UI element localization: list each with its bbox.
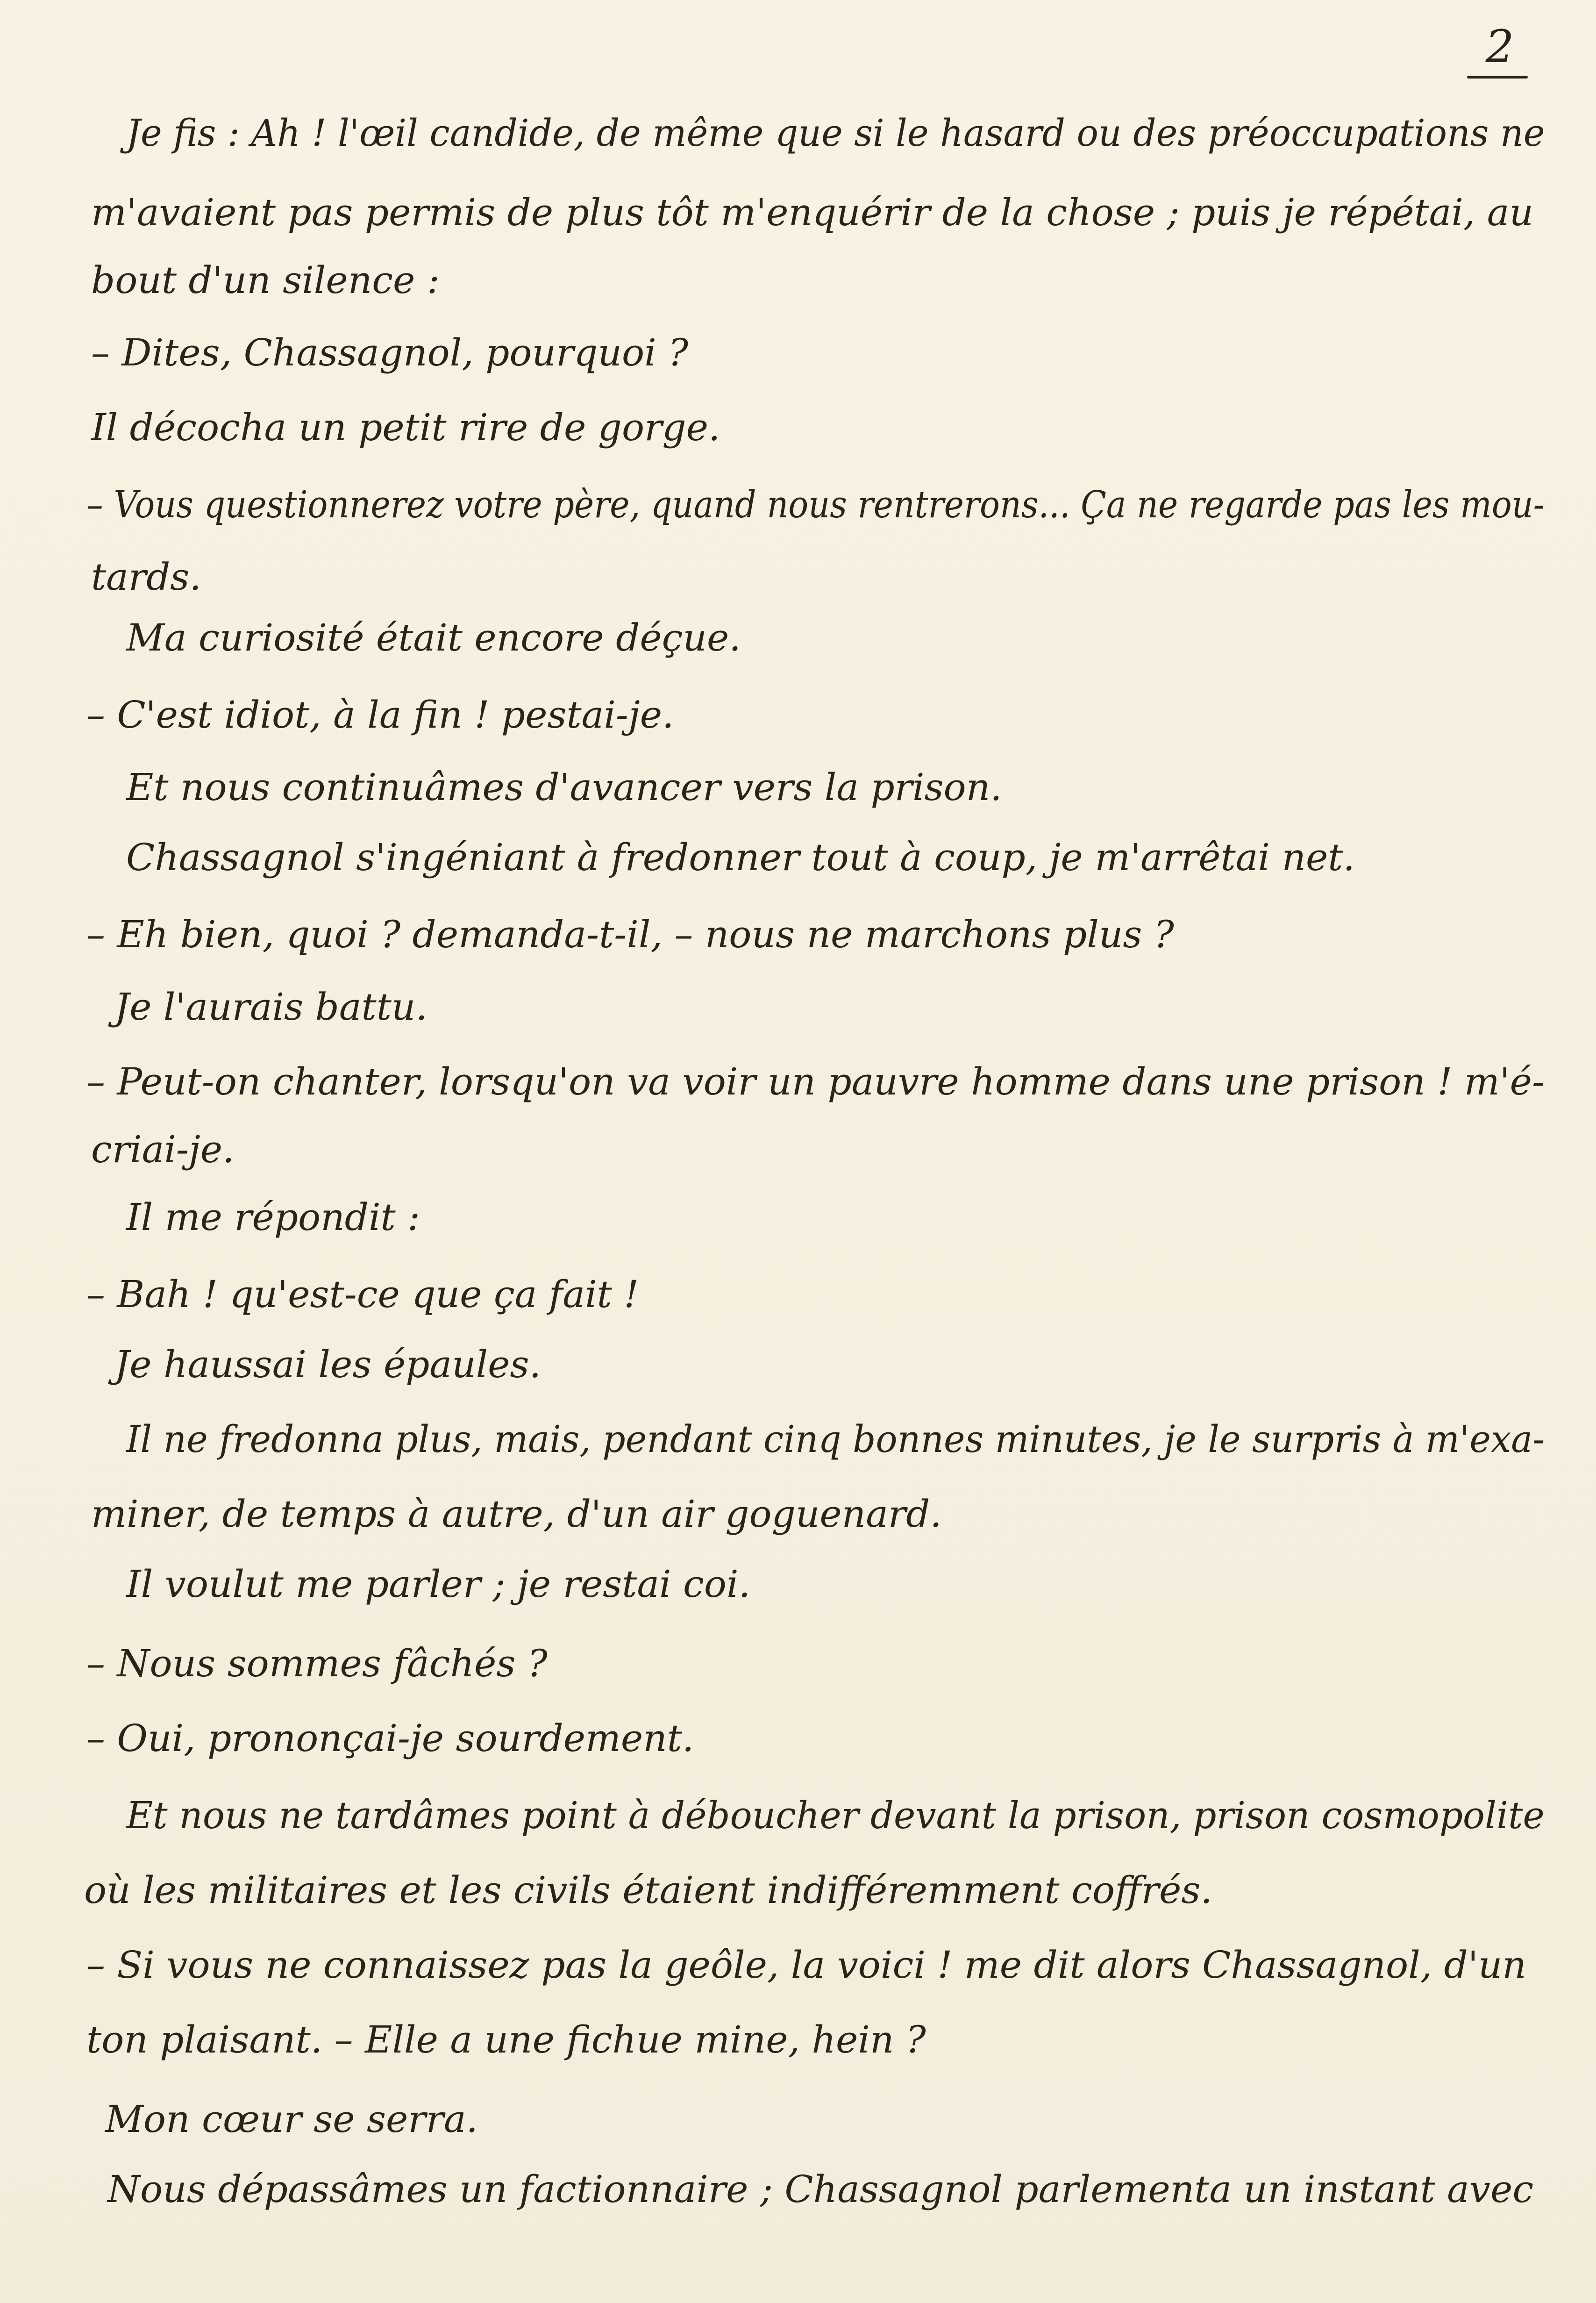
text-line: où les militaires et les civils étaient indifféremment coffrés.	[84, 1868, 1212, 1912]
text-line: m'avaient pas permis de plus tôt m'enquérir de la chose ; puis je répétai, au	[91, 191, 1533, 234]
text-line: – Eh bien, quoi ? demanda-t-il, – nous ne marchons plus ?	[86, 913, 1174, 956]
text-line: – Vous questionnerez votre père, quand nous rentrerons... Ça ne regarde pas les mou-	[86, 483, 1545, 526]
text-line: Je l'aurais battu.	[114, 985, 428, 1029]
text-line: bout d'un silence :	[91, 258, 440, 302]
text-line: Nous dépassâmes un factionnaire ; Chassagnol parlementa un instant avec	[107, 2167, 1534, 2211]
text-line: Il voulut me parler ; je restai coi.	[126, 1562, 751, 1606]
text-line: Il décocha un petit rire de gorge.	[91, 406, 720, 449]
page-number-underline	[1467, 76, 1528, 79]
text-line: Chassagnol s'ingéniant à fredonner tout à coup, je m'arrêtai net.	[126, 836, 1355, 879]
text-line: miner, de temps à autre, d'un air goguenard.	[91, 1492, 942, 1536]
text-line: – Bah ! qu'est-ce que ça fait !	[86, 1273, 639, 1316]
text-line: Ma curiosité était encore déçue.	[126, 616, 741, 659]
text-line: – Dites, Chassagnol, pourquoi ?	[91, 331, 689, 374]
page-number: 2	[1485, 21, 1514, 73]
text-line: Je haussai les épaules.	[114, 1343, 542, 1386]
text-line: Il ne fredonna plus, mais, pendant cinq bonnes minutes, je le surpris à m'exa-	[126, 1417, 1545, 1461]
text-line: – Si vous ne connaissez pas la geôle, la voici ! me dit alors Chassagnol, d'un	[86, 1943, 1526, 1987]
text-line: Et nous continuâmes d'avancer vers la prison.	[126, 765, 1002, 809]
text-line: – Nous sommes fâchés ?	[86, 1642, 548, 1685]
text-line: – Oui, prononçai-je sourdement.	[86, 1717, 694, 1760]
text-line: – Peut-on chanter, lorsqu'on va voir un pauvre homme dans une prison ! m'é-	[86, 1060, 1545, 1103]
text-line: – C'est idiot, à la fin ! pestai-je.	[86, 693, 674, 737]
text-line: Il me répondit :	[126, 1195, 420, 1239]
text-line: ton plaisant. – Elle a une fichue mine, hein ?	[86, 2018, 926, 2061]
text-line: Et nous ne tardâmes point à déboucher devant la prison, prison cosmopolite	[126, 1794, 1545, 1837]
text-line: Mon cœur se serra.	[105, 2097, 478, 2141]
text-line: Je fis : Ah ! l'œil candide, de même que si le hasard ou des préoccupations ne	[126, 111, 1545, 155]
text-line: criai-je.	[91, 1128, 235, 1171]
text-line: tards.	[91, 555, 201, 599]
